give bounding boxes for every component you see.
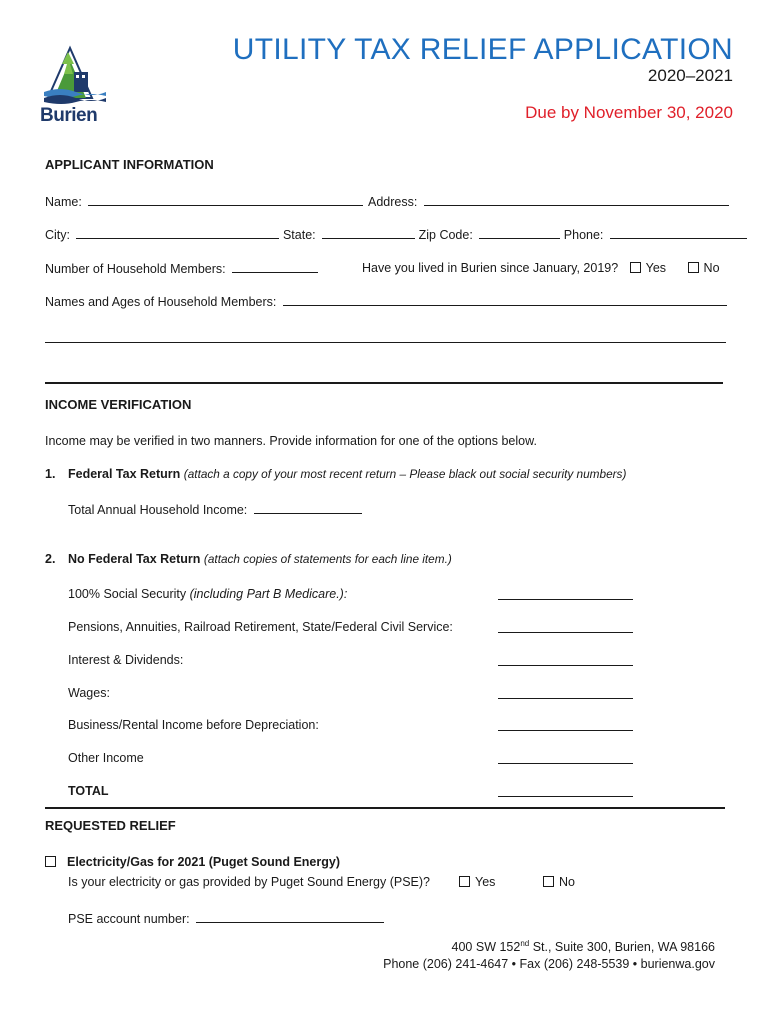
pse-account-row [68,911,384,926]
name-label: Name: [45,195,82,209]
footer-contact: Phone (206) 241-4647 • Fax (206) 248-5539 • burienwa.gov [383,957,715,971]
option-1-note: (attach a copy of your most recent return – Please black out social security numbers) [183,467,627,481]
form-year: 2020–2021 [647,66,733,85]
social-security-amount[interactable] [498,587,633,605]
pse-account-field[interactable] [196,911,384,923]
total-annual-field[interactable] [254,502,362,514]
business-amount[interactable] [498,718,633,736]
footer-address-street: 400 SW 152 [451,940,521,955]
names-ages-row [45,294,727,309]
income-item-social-security [68,587,347,601]
income-item-other: Other Income [68,751,144,765]
phone-field[interactable] [610,227,747,239]
pse-no-option [543,875,575,889]
city-field[interactable] [76,227,279,239]
income-item-interest: Interest & Dividends: [68,653,184,667]
relief-heading: REQUESTED RELIEF [45,818,176,833]
option-1-title: Federal Tax Return [68,467,181,481]
zip-field[interactable] [479,227,560,239]
footer-address [452,939,715,954]
city-row [45,227,747,242]
pse-yes-label: Yes [475,875,496,889]
income-heading: INCOME VERIFICATION [45,397,192,412]
section-divider-1 [45,382,723,384]
lived-question: Have you lived in Burien since January, 2019? [362,261,619,275]
pse-account-label: PSE account number: [68,912,190,926]
pse-question: Is your electricity or gas provided by Puget Sound Energy (PSE)? [68,875,430,889]
pse-yes-option [459,875,495,889]
pse-yes-checkbox[interactable] [459,876,470,887]
electricity-checkbox[interactable] [45,856,56,867]
interest-amount[interactable] [498,653,633,671]
names-ages-field[interactable] [283,294,727,306]
other-amount[interactable] [498,751,633,769]
name-field[interactable] [88,194,363,206]
option-2-note: (attach copies of statements for each line item.) [203,552,452,566]
burien-logo [40,42,110,126]
income-item-business: Business/Rental Income before Depreciation: [68,718,319,732]
logo-text: Burien [40,105,98,126]
option-1-number: 1. [45,467,56,481]
household-label: Number of Household Members: [45,262,226,276]
electricity-title: Electricity/Gas for 2021 (Puget Sound Energy) [67,855,340,869]
names-ages-line-2[interactable] [45,342,726,343]
city-label: City: [45,228,70,242]
state-field[interactable] [322,227,415,239]
income-total-label: TOTAL [68,784,109,798]
logo-emblem-icon [40,42,110,106]
names-ages-label: Names and Ages of Household Members: [45,295,277,309]
household-field[interactable] [232,261,318,273]
address-row [368,194,729,209]
lived-yes-label: Yes [645,261,667,275]
applicant-heading: APPLICANT INFORMATION [45,157,214,172]
household-row [45,261,318,276]
due-date: Due by November 30, 2020 [525,103,733,122]
total-amount[interactable] [498,784,633,802]
pse-no-checkbox[interactable] [543,876,554,887]
lived-no-label: No [703,261,720,275]
lived-no-checkbox[interactable] [688,262,699,273]
option-2-title: No Federal Tax Return [68,552,201,566]
income-item-note: (including Part B Medicare.): [189,587,348,601]
lived-yes-checkbox[interactable] [630,262,641,273]
income-item-wages: Wages: [68,686,110,700]
income-item-pensions: Pensions, Annuities, Railroad Retirement, State/Federal Civil Service: [68,620,453,634]
total-annual-row [68,502,362,517]
total-annual-label: Total Annual Household Income: [68,503,248,517]
section-divider-2 [45,807,725,809]
option-2 [45,552,452,566]
zip-label: Zip Code: [418,228,473,242]
income-item-label: 100% Social Security [68,587,187,601]
income-intro: Income may be verified in two manners. Provide information for one of the options below. [45,434,537,448]
phone-label: Phone: [563,228,604,242]
name-row [45,194,363,209]
option-1 [45,467,626,481]
address-label: Address: [368,195,418,209]
electricity-row [45,855,340,869]
form-title: UTILITY TAX RELIEF APPLICATION [232,33,733,66]
wages-amount[interactable] [498,686,633,704]
pse-no-label: No [559,875,575,889]
state-label: State: [282,228,316,242]
footer-address-city: St., Suite 300, Burien, WA 98166 [529,940,715,955]
address-field[interactable] [424,194,729,206]
option-2-number: 2. [45,552,56,566]
lived-row [362,261,720,275]
footer-address-suffix: nd [520,939,530,948]
pensions-amount[interactable] [498,620,633,638]
